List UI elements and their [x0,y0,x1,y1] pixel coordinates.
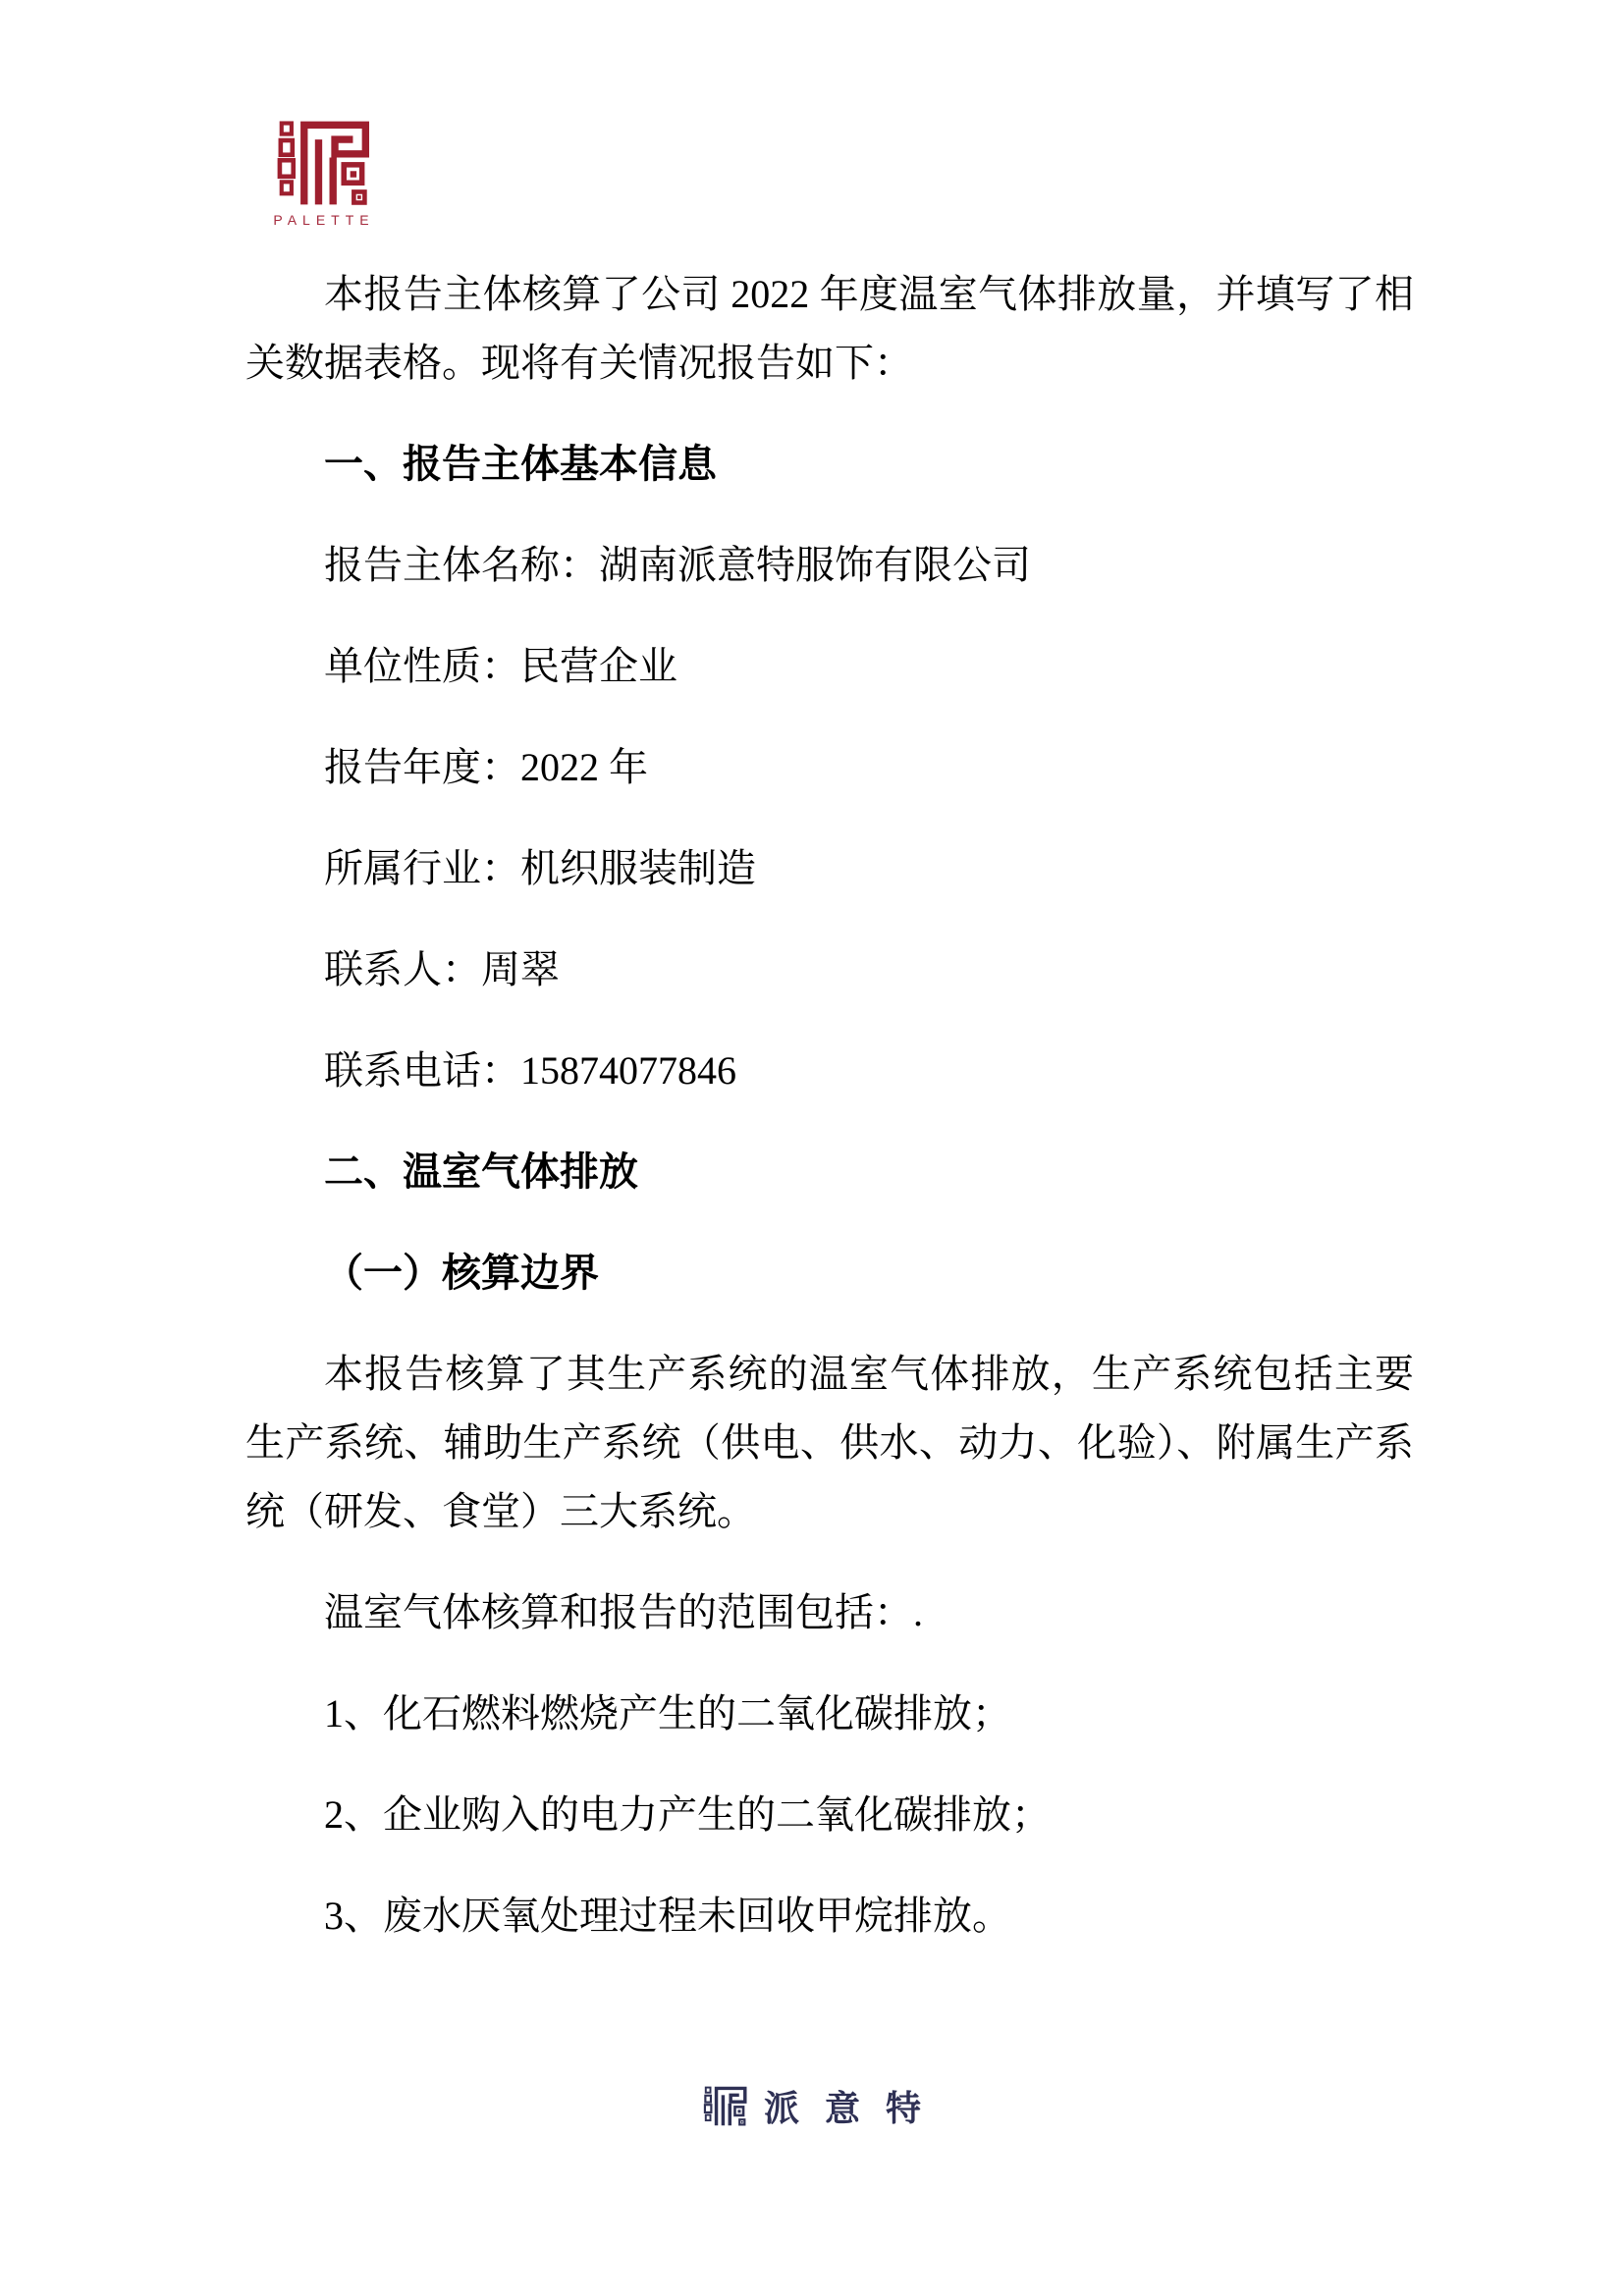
paiyite-maze-logo-icon [703,2085,748,2127]
footer-brand [703,2081,947,2131]
scope-item-1: 1、化石燃料燃烧产生的二氧化碳排放； [324,1691,1011,1735]
palette-maze-logo-icon [275,118,373,208]
info-line-report-year: 报告年度：2022 年 [324,745,648,789]
boundary-paragraph: 本报告核算了其生产系统的温室气体排放，生产系统包括主要生产系统、辅助生产系统（供电、供水、动力、化验）、附属生产系统（研发、食堂）三大系统。 [245,1352,1414,1533]
section2-sub1-title: （一）核算边界 [324,1252,599,1295]
header-logo [273,118,375,228]
scope-intro-paragraph: 温室气体核算和报告的范围包括：. [324,1590,923,1634]
header-brand-text: PALETTE [273,212,375,228]
document-content [245,260,1414,1983]
footer-brand-text: 派意特 [764,2088,947,2128]
info-line-entity-name: 报告主体名称：湖南派意特服饰有限公司 [324,543,1031,587]
scope-item-2: 2、企业购入的电力产生的二氧化碳排放； [324,1792,1051,1837]
info-line-industry: 所属行业：机织服装制造 [324,846,756,890]
info-line-contact-phone: 联系电话：15874077846 [324,1048,736,1093]
section2-title: 二、温室气体排放 [324,1150,638,1194]
info-line-contact: 联系人：周翠 [324,947,560,991]
intro-paragraph: 本报告主体核算了公司 2022 年度温室气体排放量，并填写了相关数据表格。现将有关情况报告如下： [245,272,1414,385]
section1-title: 一、报告主体基本信息 [324,443,717,486]
info-line-entity-type: 单位性质：民营企业 [324,644,677,688]
scope-item-3: 3、废水厌氧处理过程未回收甲烷排放。 [324,1894,1011,1938]
